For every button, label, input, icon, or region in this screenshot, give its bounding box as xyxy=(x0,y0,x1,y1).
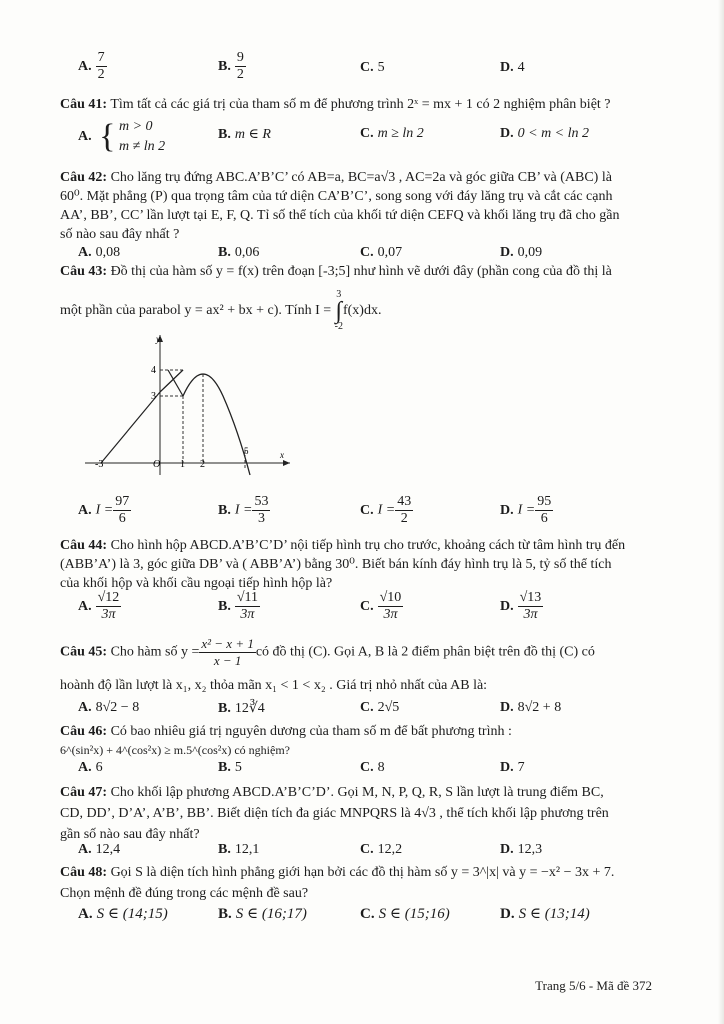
q47-option-d: D. 12,3 xyxy=(500,842,543,857)
q42-option-c: C. 0,07 xyxy=(360,245,403,260)
q46-option-a: A. 6 xyxy=(78,760,103,775)
q43-option-c: C. I = $\frac{43}{2}$ xyxy=(360,494,412,526)
q41-option-c: C. m ≥ ln 2 xyxy=(360,126,424,141)
x-tick-5: 5 xyxy=(244,446,249,456)
q42-text: Câu 42: Cho lăng trụ đứng ABC.A’B’C’ có AB=a, BC=a√3 , AC=2a và góc giữa CB’ và (ABC) là 60⁰. Mặt phẳng (P) qua trọng tâm của tứ diện CA’B’C’, song song với đáy lăng trụ và cắt các cạnh AA’, BB’, CC’ lần lượt tại E, F, Q. Tỉ số thể tích của khối tứ diện CEFQ và khối lăng trụ đã cho gần số nào sau đây nhất ? xyxy=(60,170,620,242)
graph-parabola xyxy=(183,374,250,475)
q46-option-c: C. 8 xyxy=(360,760,385,775)
q47-option-a: A. 12,4 xyxy=(78,842,121,857)
q45-option-d: D. 8√2 + 8 xyxy=(500,700,562,715)
q41-option-b: B. m ∈ R xyxy=(218,127,271,142)
q48-option-a: A. S ∈ (14;15) xyxy=(78,906,168,922)
x-tick-1: 1 xyxy=(180,459,185,470)
q44-option-b: B. $\frac{√11}{3\pi}$ xyxy=(218,590,259,622)
q46-option-d: D. 7 xyxy=(500,760,525,775)
q44-text: Câu 44: Cho hình hộp ABCD.A’B’C’D’ nội tiếp hình trụ cho trước, khoảng cách từ tâm hình trụ đến (ABB’A’) là 3, góc giữa DB’ và ( ABB’A’) bằng 30⁰. Biết bán kính đáy hình trụ là 5, tỷ số thể tích của khối hộp và khối cầu ngoại tiếp hình hộp là? xyxy=(60,538,626,591)
q46-option-b: B. 5 xyxy=(218,760,242,775)
q45-option-b: B. 12∛4 xyxy=(218,701,265,716)
q45-option-a: A. 8√2 − 8 xyxy=(78,700,140,715)
q45-text: Câu 45: Cho hàm số y = $\frac{\text{x² − x + 1}}{x - 1}$ có đồ thị (C). Gọi A, B là 2 điểm phân biệt trên đồ thị (C) có xyxy=(60,636,595,668)
origin-label: O xyxy=(153,459,161,470)
q40-option-a: A. $\frac{7}{2}$ xyxy=(78,50,105,82)
q44-option-d: D. $\frac{√13}{3\pi}$ xyxy=(500,590,542,622)
page-footer: Trang 5/6 - Mã đề 372 xyxy=(535,978,652,993)
q48-option-b: B. S ∈ (16;17) xyxy=(218,906,307,922)
q43-option-d: D. I = $\frac{95}{6}$ xyxy=(500,494,552,526)
q42-option-d: D. 0,09 xyxy=(500,245,543,260)
q43-integral-line: một phần của parabol y = ax² + bx + c). Tính I = 3 ∫ -2 f(x)dx. xyxy=(60,289,382,332)
x-tick-neg3: -3 xyxy=(95,459,104,470)
y-axis-label: y xyxy=(156,334,160,344)
q48-option-c: C. S ∈ (15;16) xyxy=(360,906,450,922)
q40-option-c: C. 5 xyxy=(360,60,385,75)
q47-option-b: B. 12,1 xyxy=(218,842,260,857)
q48-option-d: D. S ∈ (13;14) xyxy=(500,906,590,922)
q43-option-a: A. I = $\frac{97}{6}$ xyxy=(78,494,130,526)
function-graph xyxy=(80,330,300,480)
q45-text-line2: hoành độ lần lượt là x₁, x₂ thỏa mãn x₁ < 1 < x₂ . Giá trị nhỏ nhất của AB là: xyxy=(60,678,488,693)
q40-option-b: B. $\frac{9}{2}$ xyxy=(218,50,244,82)
q43-option-b: B. I = $\frac{53}{3}$ xyxy=(218,494,269,526)
q47-option-c: C. 12,2 xyxy=(360,842,403,857)
y-tick-3: 3 xyxy=(151,391,156,402)
scan-edge xyxy=(718,0,724,1024)
q41-option-d: D. 0 < m < ln 2 xyxy=(500,126,590,141)
x-tick-2: 2 xyxy=(200,459,205,470)
q47-text: Câu 47: Cho khối lập phương ABCD.A’B’C’D’. Gọi M, N, P, Q, R, S lần lượt là trung điểm BC, CD, DD’, D’A’, A’B’, BB’. Biết diện tích đa giác MNPQRS là 4√3 , thể tích khối lập phương trên gần số nào sau đây nhất? xyxy=(60,785,609,842)
q44-option-c: C. $\frac{√10}{3\pi}$ xyxy=(360,590,402,622)
q43-text: Câu 43: Đồ thị của hàm số y = f(x) trên đoạn [-3;5] như hình vẽ dưới đây (phần cong của đồ thị là xyxy=(60,264,612,279)
q45-option-c: C. 2√5 xyxy=(360,700,400,715)
graph-line-segment xyxy=(101,370,183,463)
q44-option-a: A. $\frac{√12}{3\pi}$ xyxy=(78,590,120,622)
x-axis-label: x xyxy=(280,450,284,460)
q42-option-a: A. 0,08 xyxy=(78,245,121,260)
q40-option-d: D. 4 xyxy=(500,60,525,75)
q41-text: Câu 41: Tìm tất cả các giá trị của tham số m để phương trình 2ˣ = mx + 1 có 2 nghiệm phân biệt ? xyxy=(60,97,611,112)
q48-text: Câu 48: Gọi S là diện tích hình phẳng giới hạn bởi các đồ thị hàm số y = 3^|x| và y = −x² − 3x + 7. Chọn mệnh đề đúng trong các mệnh đề sau? xyxy=(60,865,615,901)
q42-option-b: B. 0,06 xyxy=(218,245,260,260)
q46-text: Câu 46: Có bao nhiêu giá trị nguyên dương của tham số m để bất phương trình : 6^(sin²x) + 4^(cos²x) ≥ m.5^(cos²x) có nghiệm? xyxy=(60,724,512,757)
q41-option-a: A. { m > 0 m ≠ ln 2 xyxy=(78,118,166,155)
y-tick-4: 4 xyxy=(151,365,156,376)
